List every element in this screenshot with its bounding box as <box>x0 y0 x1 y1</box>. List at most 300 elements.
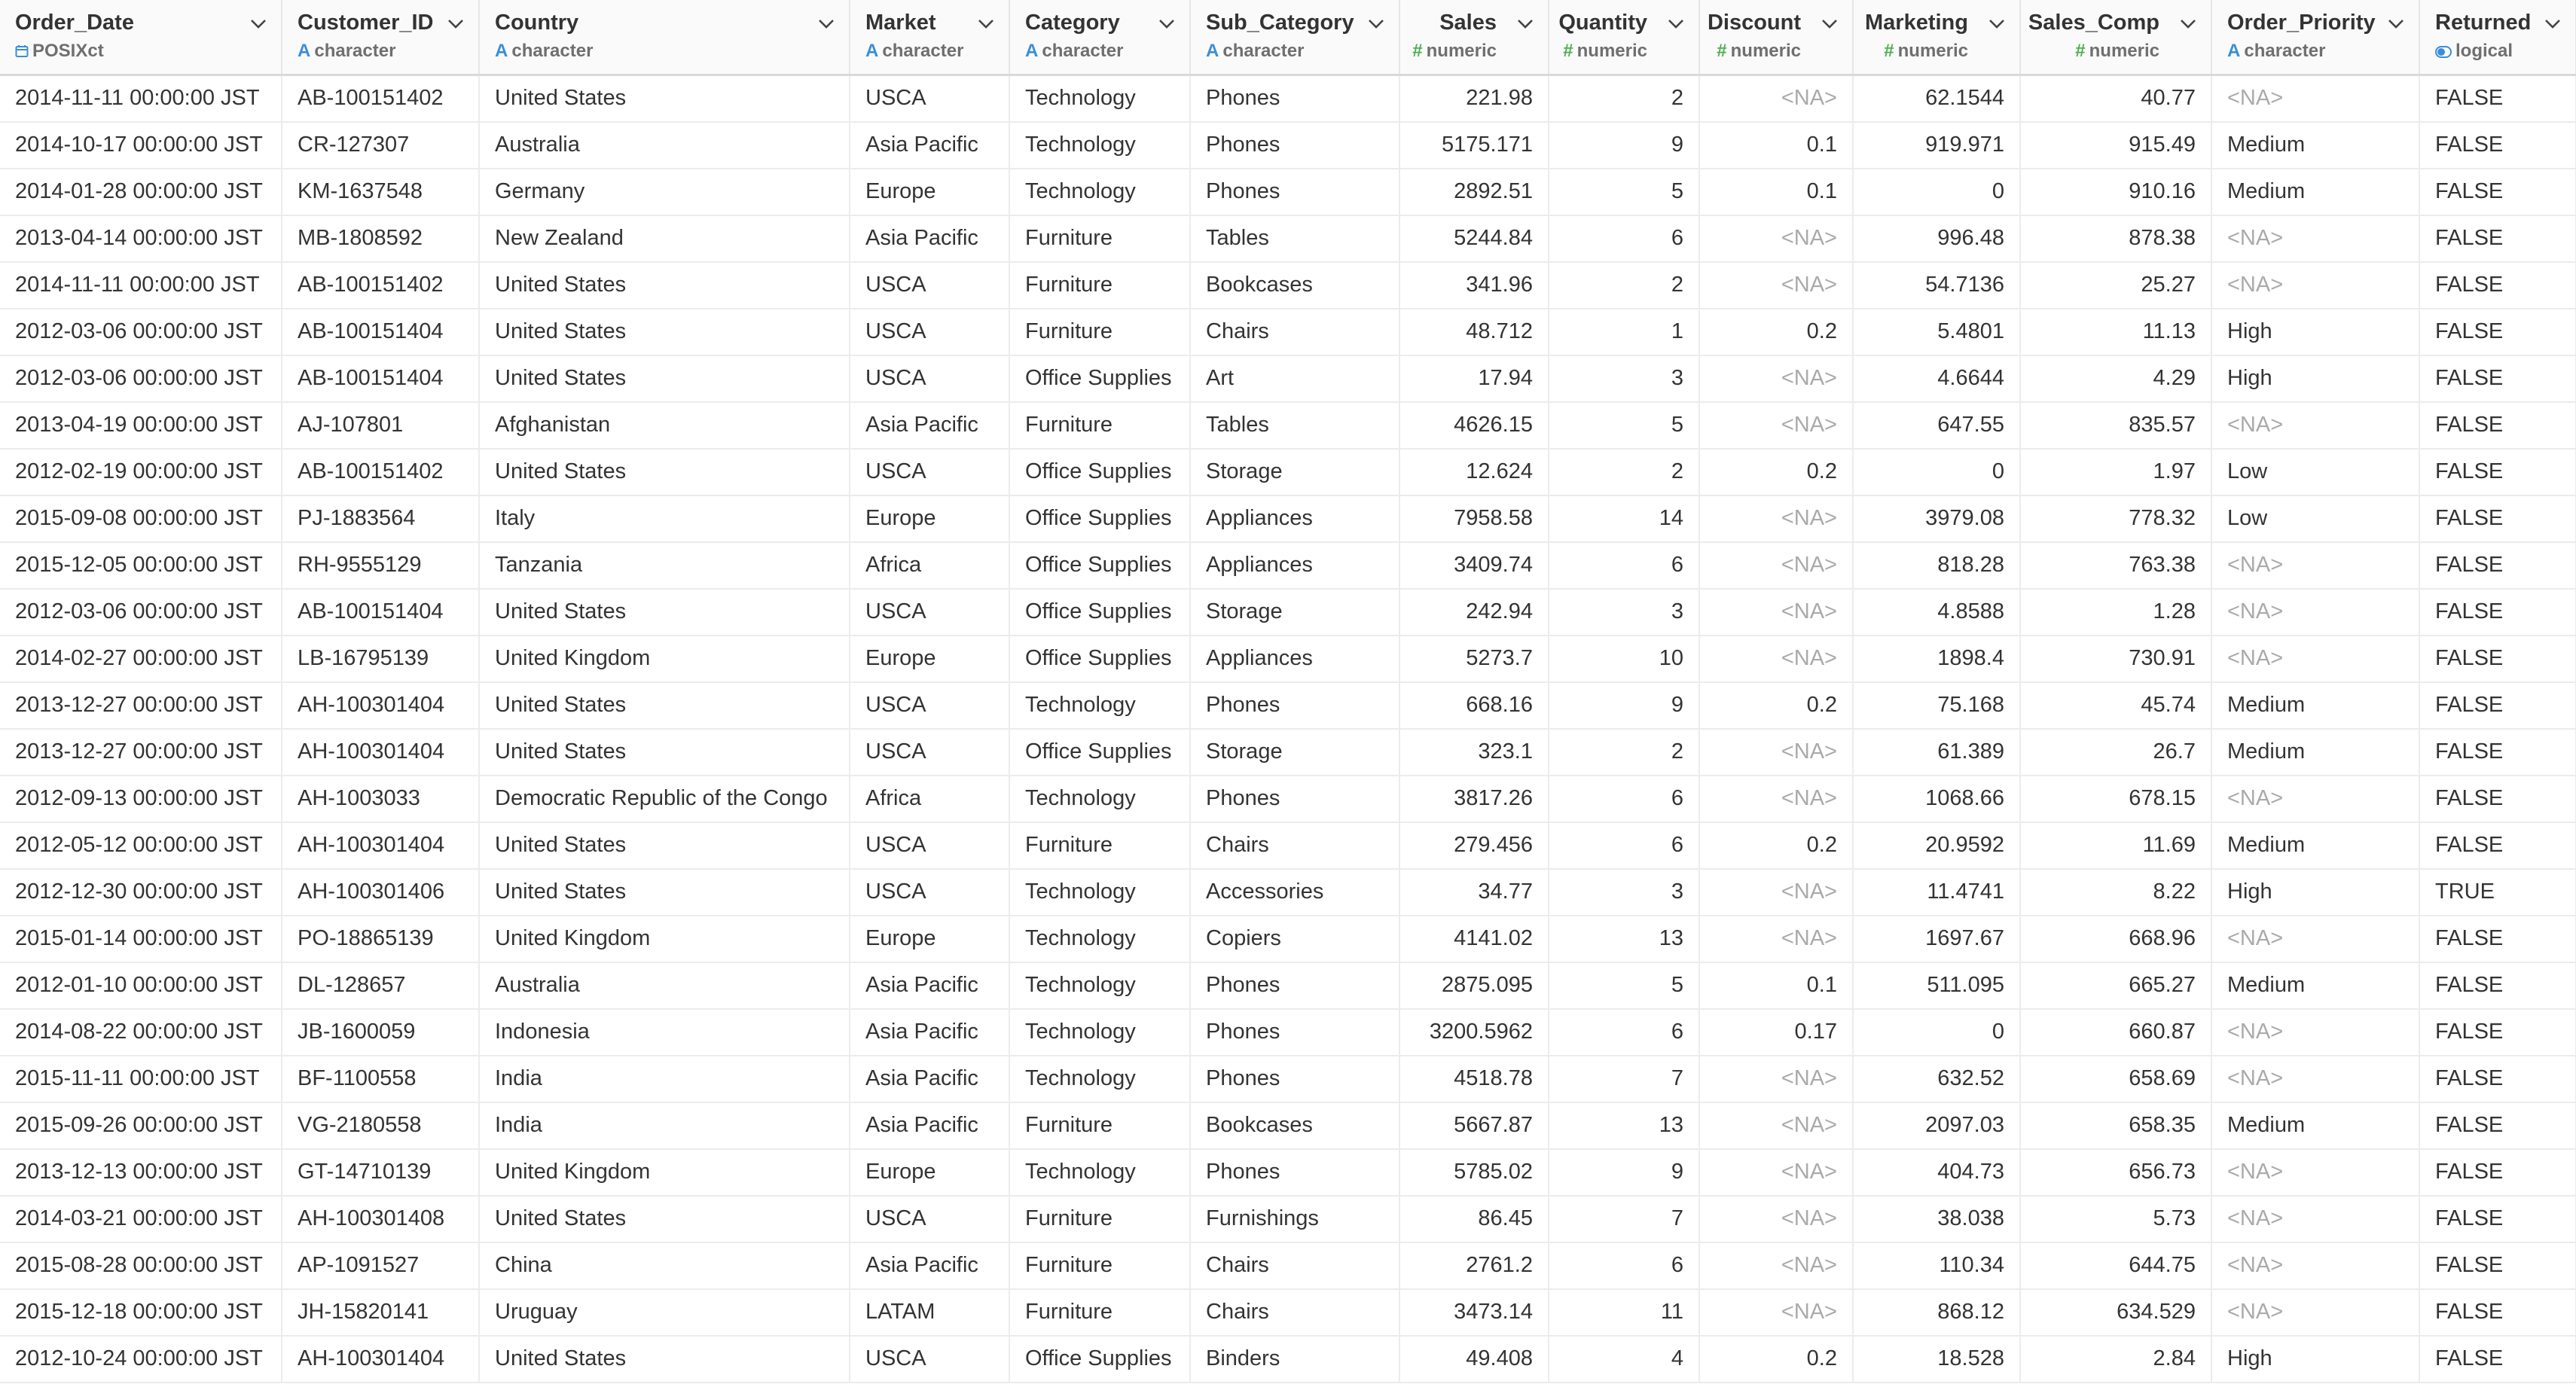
cell-sales[interactable]: 4141.02 <box>1399 916 1549 962</box>
cell-category[interactable]: Furniture <box>1009 1242 1190 1289</box>
cell-returned[interactable]: FALSE <box>2419 636 2576 682</box>
cell-order-date[interactable]: 2015-12-05 00:00:00 JST <box>0 542 282 589</box>
chevron-down-icon[interactable] <box>2542 15 2563 32</box>
cell-returned[interactable]: FALSE <box>2419 962 2576 1009</box>
cell-category[interactable]: Furniture <box>1009 822 1190 869</box>
cell-country[interactable]: United Kingdom <box>479 916 850 962</box>
cell-market[interactable]: USCA <box>850 355 1009 402</box>
cell-sales-comp[interactable]: 668.96 <box>2020 916 2211 962</box>
cell-returned[interactable]: FALSE <box>2419 1009 2576 1056</box>
chevron-down-icon[interactable] <box>2178 15 2199 32</box>
cell-sales[interactable]: 4518.78 <box>1399 1056 1549 1102</box>
cell-sales[interactable]: 5175.171 <box>1399 122 1549 169</box>
cell-order-priority[interactable]: <NA> <box>2211 1289 2419 1336</box>
cell-sub-category[interactable]: Storage <box>1190 449 1399 495</box>
cell-order-priority[interactable]: Medium <box>2211 822 2419 869</box>
cell-customer-id[interactable]: AH-100301404 <box>282 729 479 776</box>
cell-quantity[interactable]: 13 <box>1549 1102 1699 1149</box>
cell-discount[interactable]: <NA> <box>1699 869 1853 916</box>
cell-sales-comp[interactable]: 26.7 <box>2020 729 2211 776</box>
cell-sales-comp[interactable]: 665.27 <box>2020 962 2211 1009</box>
cell-sub-category[interactable]: Furnishings <box>1190 1196 1399 1242</box>
cell-market[interactable]: USCA <box>850 822 1009 869</box>
cell-sales-comp[interactable]: 730.91 <box>2020 636 2211 682</box>
table-row[interactable] <box>0 636 2576 682</box>
cell-sub-category[interactable]: Tables <box>1190 402 1399 449</box>
cell-returned[interactable]: FALSE <box>2419 1242 2576 1289</box>
cell-country[interactable]: United States <box>479 682 850 729</box>
cell-market[interactable]: Asia Pacific <box>850 402 1009 449</box>
cell-country[interactable]: United States <box>479 729 850 776</box>
cell-country[interactable]: India <box>479 1056 850 1102</box>
cell-order-date[interactable]: 2014-02-27 00:00:00 JST <box>0 636 282 682</box>
cell-country[interactable]: United States <box>479 1336 850 1382</box>
cell-marketing[interactable]: 996.48 <box>1853 215 2020 262</box>
cell-customer-id[interactable]: AH-100301404 <box>282 682 479 729</box>
cell-order-priority[interactable]: High <box>2211 869 2419 916</box>
chevron-down-icon[interactable] <box>1986 15 2007 32</box>
cell-returned[interactable]: FALSE <box>2419 776 2576 822</box>
table-row[interactable] <box>0 682 2576 729</box>
cell-marketing[interactable]: 0 <box>1853 1009 2020 1056</box>
cell-customer-id[interactable]: AP-1091527 <box>282 1242 479 1289</box>
cell-order-date[interactable]: 2015-09-26 00:00:00 JST <box>0 1102 282 1149</box>
cell-sales[interactable]: 3200.5962 <box>1399 1009 1549 1056</box>
cell-sales[interactable]: 3409.74 <box>1399 542 1549 589</box>
table-row[interactable] <box>0 1289 2576 1336</box>
table-row[interactable] <box>0 1102 2576 1149</box>
cell-quantity[interactable]: 14 <box>1549 495 1699 542</box>
cell-order-priority[interactable]: <NA> <box>2211 1056 2419 1102</box>
cell-sales[interactable]: 7958.58 <box>1399 495 1549 542</box>
cell-order-priority[interactable]: High <box>2211 355 2419 402</box>
cell-category[interactable]: Technology <box>1009 169 1190 215</box>
cell-discount[interactable]: <NA> <box>1699 636 1853 682</box>
chevron-down-icon[interactable] <box>1819 15 1840 32</box>
cell-customer-id[interactable]: AB-100151402 <box>282 262 479 309</box>
cell-discount[interactable]: 0.1 <box>1699 169 1853 215</box>
cell-returned[interactable]: FALSE <box>2419 589 2576 636</box>
cell-sales-comp[interactable]: 656.73 <box>2020 1149 2211 1196</box>
cell-quantity[interactable]: 9 <box>1549 122 1699 169</box>
cell-order-date[interactable]: 2012-03-06 00:00:00 JST <box>0 355 282 402</box>
cell-customer-id[interactable]: AJ-107801 <box>282 402 479 449</box>
cell-sub-category[interactable]: Phones <box>1190 122 1399 169</box>
cell-discount[interactable]: <NA> <box>1699 1196 1853 1242</box>
cell-order-priority[interactable]: <NA> <box>2211 1196 2419 1242</box>
cell-marketing[interactable]: 919.971 <box>1853 122 2020 169</box>
cell-sales-comp[interactable]: 658.69 <box>2020 1056 2211 1102</box>
cell-order-priority[interactable]: <NA> <box>2211 589 2419 636</box>
cell-marketing[interactable]: 2097.03 <box>1853 1102 2020 1149</box>
cell-sales[interactable]: 17.94 <box>1399 355 1549 402</box>
cell-market[interactable]: Asia Pacific <box>850 1102 1009 1149</box>
cell-marketing[interactable]: 818.28 <box>1853 542 2020 589</box>
cell-sub-category[interactable]: Appliances <box>1190 542 1399 589</box>
cell-marketing[interactable]: 61.389 <box>1853 729 2020 776</box>
cell-category[interactable]: Furniture <box>1009 215 1190 262</box>
table-row[interactable] <box>0 1009 2576 1056</box>
cell-category[interactable]: Technology <box>1009 682 1190 729</box>
cell-discount[interactable]: <NA> <box>1699 729 1853 776</box>
cell-sub-category[interactable]: Chairs <box>1190 822 1399 869</box>
cell-marketing[interactable]: 110.34 <box>1853 1242 2020 1289</box>
cell-customer-id[interactable]: VG-2180558 <box>282 1102 479 1149</box>
table-row[interactable] <box>0 262 2576 309</box>
cell-order-priority[interactable]: Low <box>2211 449 2419 495</box>
cell-quantity[interactable]: 3 <box>1549 869 1699 916</box>
column-header-discount[interactable] <box>1699 0 1853 75</box>
cell-customer-id[interactable]: PO-18865139 <box>282 916 479 962</box>
cell-quantity[interactable]: 9 <box>1549 1149 1699 1196</box>
cell-order-priority[interactable]: <NA> <box>2211 1149 2419 1196</box>
cell-market[interactable]: Africa <box>850 542 1009 589</box>
column-header-order-priority[interactable] <box>2211 0 2419 75</box>
cell-order-date[interactable]: 2012-12-30 00:00:00 JST <box>0 869 282 916</box>
cell-market[interactable]: Asia Pacific <box>850 1009 1009 1056</box>
cell-quantity[interactable]: 10 <box>1549 636 1699 682</box>
cell-order-priority[interactable]: <NA> <box>2211 262 2419 309</box>
cell-category[interactable]: Technology <box>1009 869 1190 916</box>
cell-country[interactable]: United States <box>479 262 850 309</box>
cell-quantity[interactable]: 2 <box>1549 75 1699 122</box>
cell-sales[interactable]: 341.96 <box>1399 262 1549 309</box>
cell-quantity[interactable]: 6 <box>1549 215 1699 262</box>
cell-returned[interactable]: FALSE <box>2419 402 2576 449</box>
cell-order-date[interactable]: 2015-01-14 00:00:00 JST <box>0 916 282 962</box>
cell-returned[interactable]: FALSE <box>2419 682 2576 729</box>
cell-sales[interactable]: 5667.87 <box>1399 1102 1549 1149</box>
cell-category[interactable]: Office Supplies <box>1009 355 1190 402</box>
cell-returned[interactable]: FALSE <box>2419 262 2576 309</box>
cell-market[interactable]: Africa <box>850 776 1009 822</box>
cell-order-priority[interactable]: <NA> <box>2211 215 2419 262</box>
cell-sales[interactable]: 5244.84 <box>1399 215 1549 262</box>
cell-sales-comp[interactable]: 4.29 <box>2020 355 2211 402</box>
cell-sales[interactable]: 12.624 <box>1399 449 1549 495</box>
cell-category[interactable]: Furniture <box>1009 1102 1190 1149</box>
table-row[interactable] <box>0 122 2576 169</box>
cell-marketing[interactable]: 647.55 <box>1853 402 2020 449</box>
cell-category[interactable]: Technology <box>1009 962 1190 1009</box>
cell-quantity[interactable]: 7 <box>1549 1196 1699 1242</box>
cell-customer-id[interactable]: AH-100301408 <box>282 1196 479 1242</box>
cell-sales-comp[interactable]: 2.84 <box>2020 1336 2211 1382</box>
cell-returned[interactable]: TRUE <box>2419 869 2576 916</box>
cell-order-priority[interactable]: <NA> <box>2211 916 2419 962</box>
cell-customer-id[interactable]: DL-128657 <box>282 962 479 1009</box>
cell-market[interactable]: Asia Pacific <box>850 1056 1009 1102</box>
table-row[interactable] <box>0 1196 2576 1242</box>
cell-discount[interactable]: 0.2 <box>1699 682 1853 729</box>
cell-customer-id[interactable]: BF-1100558 <box>282 1056 479 1102</box>
cell-sub-category[interactable]: Appliances <box>1190 636 1399 682</box>
cell-customer-id[interactable]: JH-15820141 <box>282 1289 479 1336</box>
cell-customer-id[interactable]: AB-100151402 <box>282 449 479 495</box>
cell-category[interactable]: Furniture <box>1009 402 1190 449</box>
cell-category[interactable]: Office Supplies <box>1009 449 1190 495</box>
cell-order-priority[interactable]: <NA> <box>2211 75 2419 122</box>
table-row[interactable] <box>0 1149 2576 1196</box>
cell-sales-comp[interactable]: 835.57 <box>2020 402 2211 449</box>
cell-order-priority[interactable]: Medium <box>2211 122 2419 169</box>
column-header-customer-id[interactable] <box>282 0 479 75</box>
cell-category[interactable]: Furniture <box>1009 262 1190 309</box>
cell-sales-comp[interactable]: 25.27 <box>2020 262 2211 309</box>
cell-quantity[interactable]: 5 <box>1549 169 1699 215</box>
cell-discount[interactable]: <NA> <box>1699 402 1853 449</box>
cell-sales-comp[interactable]: 40.77 <box>2020 75 2211 122</box>
column-header-sub-category[interactable] <box>1190 0 1399 75</box>
table-row[interactable] <box>0 169 2576 215</box>
cell-market[interactable]: Asia Pacific <box>850 122 1009 169</box>
cell-returned[interactable]: FALSE <box>2419 1289 2576 1336</box>
cell-returned[interactable]: FALSE <box>2419 215 2576 262</box>
cell-customer-id[interactable]: GT-14710139 <box>282 1149 479 1196</box>
cell-discount[interactable]: <NA> <box>1699 589 1853 636</box>
cell-sub-category[interactable]: Chairs <box>1190 1242 1399 1289</box>
column-header-marketing[interactable] <box>1853 0 2020 75</box>
cell-discount[interactable]: <NA> <box>1699 495 1853 542</box>
cell-country[interactable]: Australia <box>479 962 850 1009</box>
cell-customer-id[interactable]: JB-1600059 <box>282 1009 479 1056</box>
cell-sub-category[interactable]: Storage <box>1190 589 1399 636</box>
cell-sales-comp[interactable]: 634.529 <box>2020 1289 2211 1336</box>
cell-sub-category[interactable]: Phones <box>1190 1149 1399 1196</box>
cell-category[interactable]: Technology <box>1009 916 1190 962</box>
cell-sales-comp[interactable]: 11.69 <box>2020 822 2211 869</box>
cell-marketing[interactable]: 4.8588 <box>1853 589 2020 636</box>
cell-quantity[interactable]: 6 <box>1549 1242 1699 1289</box>
cell-customer-id[interactable]: KM-1637548 <box>282 169 479 215</box>
cell-market[interactable]: Europe <box>850 169 1009 215</box>
cell-discount[interactable]: <NA> <box>1699 215 1853 262</box>
cell-discount[interactable]: <NA> <box>1699 262 1853 309</box>
cell-quantity[interactable]: 1 <box>1549 309 1699 355</box>
cell-discount[interactable]: <NA> <box>1699 1056 1853 1102</box>
cell-order-date[interactable]: 2015-08-28 00:00:00 JST <box>0 1242 282 1289</box>
cell-market[interactable]: USCA <box>850 869 1009 916</box>
cell-quantity[interactable]: 6 <box>1549 542 1699 589</box>
cell-order-date[interactable]: 2013-12-27 00:00:00 JST <box>0 729 282 776</box>
cell-sales-comp[interactable]: 5.73 <box>2020 1196 2211 1242</box>
cell-order-priority[interactable]: <NA> <box>2211 402 2419 449</box>
cell-customer-id[interactable]: MB-1808592 <box>282 215 479 262</box>
cell-marketing[interactable]: 1068.66 <box>1853 776 2020 822</box>
cell-market[interactable]: USCA <box>850 1336 1009 1382</box>
cell-discount[interactable]: 0.17 <box>1699 1009 1853 1056</box>
cell-quantity[interactable]: 2 <box>1549 262 1699 309</box>
cell-order-date[interactable]: 2013-12-27 00:00:00 JST <box>0 682 282 729</box>
cell-category[interactable]: Technology <box>1009 122 1190 169</box>
cell-marketing[interactable]: 511.095 <box>1853 962 2020 1009</box>
cell-discount[interactable]: 0.1 <box>1699 962 1853 1009</box>
cell-order-date[interactable]: 2012-01-10 00:00:00 JST <box>0 962 282 1009</box>
cell-sales[interactable]: 3473.14 <box>1399 1289 1549 1336</box>
table-row[interactable] <box>0 729 2576 776</box>
cell-marketing[interactable]: 75.168 <box>1853 682 2020 729</box>
cell-sub-category[interactable]: Phones <box>1190 1009 1399 1056</box>
cell-sub-category[interactable]: Copiers <box>1190 916 1399 962</box>
cell-marketing[interactable]: 54.7136 <box>1853 262 2020 309</box>
cell-sales[interactable]: 3817.26 <box>1399 776 1549 822</box>
cell-marketing[interactable]: 38.038 <box>1853 1196 2020 1242</box>
chevron-down-icon[interactable] <box>1156 15 1177 32</box>
cell-discount[interactable]: 0.1 <box>1699 122 1853 169</box>
cell-customer-id[interactable]: AH-1003033 <box>282 776 479 822</box>
cell-quantity[interactable]: 5 <box>1549 962 1699 1009</box>
cell-category[interactable]: Office Supplies <box>1009 1336 1190 1382</box>
cell-sales-comp[interactable]: 678.15 <box>2020 776 2211 822</box>
column-header-category[interactable] <box>1009 0 1190 75</box>
cell-returned[interactable]: FALSE <box>2419 1196 2576 1242</box>
cell-returned[interactable]: FALSE <box>2419 1102 2576 1149</box>
cell-sales[interactable]: 242.94 <box>1399 589 1549 636</box>
table-row[interactable] <box>0 869 2576 916</box>
cell-returned[interactable]: FALSE <box>2419 1336 2576 1382</box>
cell-market[interactable]: USCA <box>850 75 1009 122</box>
cell-category[interactable]: Technology <box>1009 1009 1190 1056</box>
cell-sub-category[interactable]: Chairs <box>1190 309 1399 355</box>
cell-country[interactable]: Germany <box>479 169 850 215</box>
cell-marketing[interactable]: 11.4741 <box>1853 869 2020 916</box>
cell-order-date[interactable]: 2012-02-19 00:00:00 JST <box>0 449 282 495</box>
cell-sales-comp[interactable]: 1.28 <box>2020 589 2211 636</box>
cell-country[interactable]: Italy <box>479 495 850 542</box>
cell-sales-comp[interactable]: 763.38 <box>2020 542 2211 589</box>
cell-discount[interactable]: <NA> <box>1699 1242 1853 1289</box>
cell-market[interactable]: Europe <box>850 1149 1009 1196</box>
chevron-down-icon[interactable] <box>445 15 466 32</box>
cell-sales[interactable]: 279.456 <box>1399 822 1549 869</box>
cell-order-date[interactable]: 2012-03-06 00:00:00 JST <box>0 589 282 636</box>
cell-order-priority[interactable]: Medium <box>2211 682 2419 729</box>
cell-sub-category[interactable]: Appliances <box>1190 495 1399 542</box>
cell-order-date[interactable]: 2014-11-11 00:00:00 JST <box>0 75 282 122</box>
cell-sales[interactable]: 323.1 <box>1399 729 1549 776</box>
cell-marketing[interactable]: 62.1544 <box>1853 75 2020 122</box>
cell-order-date[interactable]: 2014-11-11 00:00:00 JST <box>0 262 282 309</box>
cell-marketing[interactable]: 18.528 <box>1853 1336 2020 1382</box>
cell-returned[interactable]: FALSE <box>2419 75 2576 122</box>
cell-market[interactable]: USCA <box>850 682 1009 729</box>
cell-discount[interactable]: <NA> <box>1699 776 1853 822</box>
cell-order-date[interactable]: 2012-10-24 00:00:00 JST <box>0 1336 282 1382</box>
cell-quantity[interactable]: 6 <box>1549 776 1699 822</box>
cell-order-priority[interactable]: <NA> <box>2211 636 2419 682</box>
table-row[interactable] <box>0 916 2576 962</box>
table-row[interactable] <box>0 495 2576 542</box>
cell-country[interactable]: United States <box>479 1196 850 1242</box>
cell-order-date[interactable]: 2014-01-28 00:00:00 JST <box>0 169 282 215</box>
cell-returned[interactable]: FALSE <box>2419 542 2576 589</box>
cell-customer-id[interactable]: CR-127307 <box>282 122 479 169</box>
cell-order-date[interactable]: 2013-12-13 00:00:00 JST <box>0 1149 282 1196</box>
cell-category[interactable]: Office Supplies <box>1009 495 1190 542</box>
table-row[interactable] <box>0 355 2576 402</box>
cell-sales-comp[interactable]: 658.35 <box>2020 1102 2211 1149</box>
cell-country[interactable]: India <box>479 1102 850 1149</box>
cell-quantity[interactable]: 13 <box>1549 916 1699 962</box>
cell-country[interactable]: Afghanistan <box>479 402 850 449</box>
cell-sub-category[interactable]: Phones <box>1190 682 1399 729</box>
cell-order-date[interactable]: 2014-03-21 00:00:00 JST <box>0 1196 282 1242</box>
cell-sales-comp[interactable]: 644.75 <box>2020 1242 2211 1289</box>
cell-market[interactable]: LATAM <box>850 1289 1009 1336</box>
cell-market[interactable]: Asia Pacific <box>850 1242 1009 1289</box>
cell-order-date[interactable]: 2015-09-08 00:00:00 JST <box>0 495 282 542</box>
cell-market[interactable]: USCA <box>850 309 1009 355</box>
cell-customer-id[interactable]: RH-9555129 <box>282 542 479 589</box>
cell-sales-comp[interactable]: 915.49 <box>2020 122 2211 169</box>
cell-discount[interactable]: <NA> <box>1699 75 1853 122</box>
cell-returned[interactable]: FALSE <box>2419 355 2576 402</box>
table-row[interactable] <box>0 962 2576 1009</box>
table-row[interactable] <box>0 402 2576 449</box>
cell-category[interactable]: Technology <box>1009 75 1190 122</box>
chevron-down-icon[interactable] <box>1665 15 1686 32</box>
cell-marketing[interactable]: 20.9592 <box>1853 822 2020 869</box>
cell-country[interactable]: United States <box>479 355 850 402</box>
cell-returned[interactable]: FALSE <box>2419 309 2576 355</box>
cell-sub-category[interactable]: Phones <box>1190 1056 1399 1102</box>
cell-marketing[interactable]: 4.6644 <box>1853 355 2020 402</box>
column-header-sales[interactable] <box>1399 0 1549 75</box>
chevron-down-icon[interactable] <box>975 15 997 32</box>
cell-market[interactable]: Asia Pacific <box>850 215 1009 262</box>
cell-customer-id[interactable]: AB-100151404 <box>282 589 479 636</box>
chevron-down-icon[interactable] <box>1515 15 1536 32</box>
cell-returned[interactable]: FALSE <box>2419 916 2576 962</box>
cell-category[interactable]: Office Supplies <box>1009 636 1190 682</box>
cell-market[interactable]: Europe <box>850 916 1009 962</box>
cell-category[interactable]: Technology <box>1009 776 1190 822</box>
cell-order-date[interactable]: 2012-05-12 00:00:00 JST <box>0 822 282 869</box>
cell-market[interactable]: USCA <box>850 262 1009 309</box>
cell-returned[interactable]: FALSE <box>2419 169 2576 215</box>
cell-customer-id[interactable]: AB-100151402 <box>282 75 479 122</box>
cell-sub-category[interactable]: Phones <box>1190 169 1399 215</box>
cell-category[interactable]: Office Supplies <box>1009 589 1190 636</box>
cell-sub-category[interactable]: Tables <box>1190 215 1399 262</box>
cell-order-priority[interactable]: Low <box>2211 495 2419 542</box>
cell-market[interactable]: USCA <box>850 1196 1009 1242</box>
cell-marketing[interactable]: 1697.67 <box>1853 916 2020 962</box>
cell-market[interactable]: Europe <box>850 636 1009 682</box>
table-row[interactable] <box>0 1336 2576 1382</box>
table-row[interactable] <box>0 75 2576 122</box>
cell-order-date[interactable]: 2013-04-19 00:00:00 JST <box>0 402 282 449</box>
cell-order-priority[interactable]: Medium <box>2211 169 2419 215</box>
chevron-down-icon[interactable] <box>1366 15 1387 32</box>
cell-sales-comp[interactable]: 8.22 <box>2020 869 2211 916</box>
cell-customer-id[interactable]: LB-16795139 <box>282 636 479 682</box>
cell-quantity[interactable]: 2 <box>1549 449 1699 495</box>
cell-quantity[interactable]: 2 <box>1549 729 1699 776</box>
cell-marketing[interactable]: 5.4801 <box>1853 309 2020 355</box>
column-header-market[interactable] <box>850 0 1009 75</box>
cell-sales[interactable]: 2875.095 <box>1399 962 1549 1009</box>
cell-sales-comp[interactable]: 45.74 <box>2020 682 2211 729</box>
cell-quantity[interactable]: 7 <box>1549 1056 1699 1102</box>
cell-sales[interactable]: 86.45 <box>1399 1196 1549 1242</box>
cell-sales[interactable]: 5785.02 <box>1399 1149 1549 1196</box>
cell-country[interactable]: China <box>479 1242 850 1289</box>
cell-discount[interactable]: 0.2 <box>1699 822 1853 869</box>
cell-category[interactable]: Technology <box>1009 1056 1190 1102</box>
cell-sub-category[interactable]: Storage <box>1190 729 1399 776</box>
cell-sub-category[interactable]: Phones <box>1190 75 1399 122</box>
